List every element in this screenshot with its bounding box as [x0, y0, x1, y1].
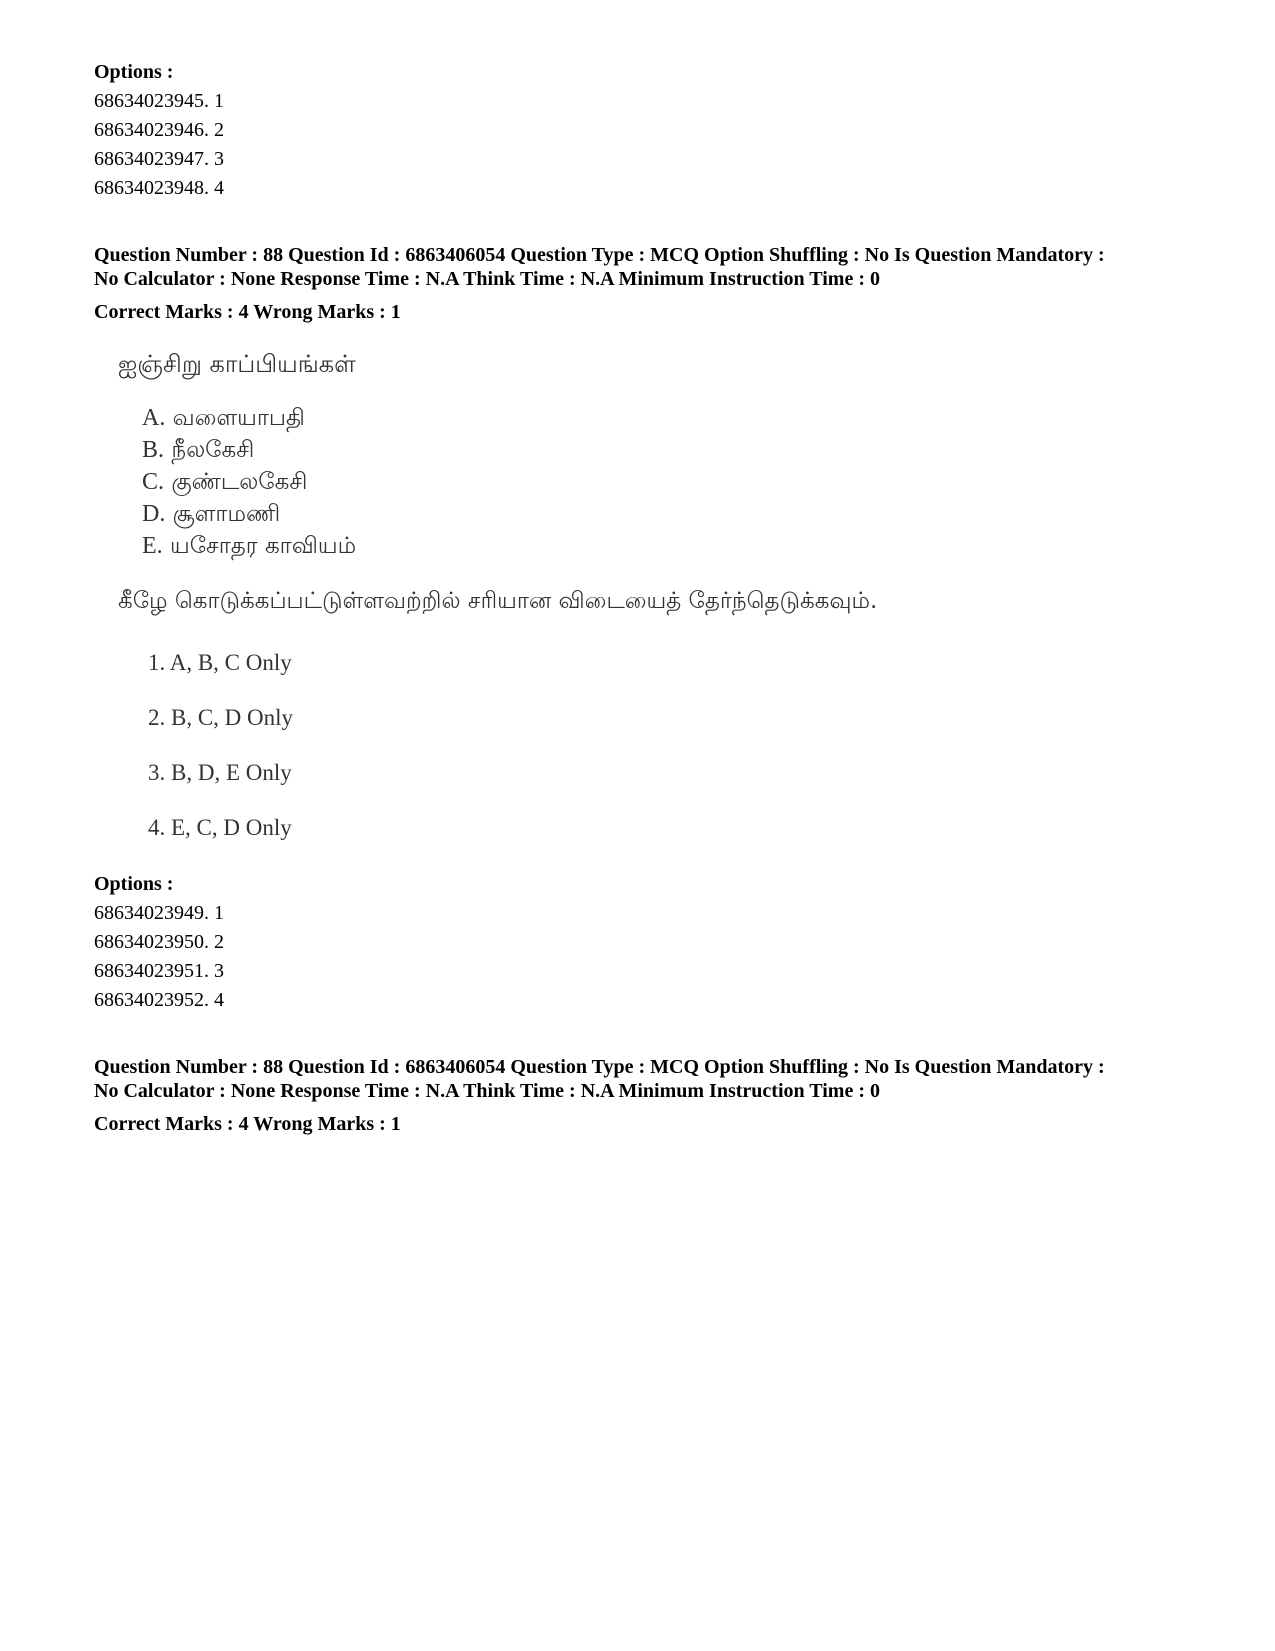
options-heading: Options :	[94, 873, 174, 895]
question-item	[142, 402, 356, 434]
options-block	[94, 870, 224, 1015]
question-item	[142, 498, 356, 530]
question-instruction: கீழே கொடுக்கப்பட்டுள்ளவற்றில் சரியான விடையைத் தேர்ந்தெடுக்கவும்.	[118, 588, 878, 614]
question-item-text: வளையாபதி	[172, 405, 305, 431]
question-stem: ஐஞ்சிறு காப்பியங்கள்	[118, 350, 356, 378]
options-block	[94, 58, 224, 203]
question-item-letter: A.	[142, 405, 166, 431]
question-item	[142, 530, 356, 562]
question-item-text: நீலகேசி	[171, 437, 255, 463]
question-meta	[94, 1055, 1105, 1103]
question-item-text: யசோதர காவியம்	[169, 533, 357, 559]
question-item-letter: D.	[142, 501, 166, 527]
option-item: 68634023951. 3	[94, 960, 224, 982]
question-meta-line: Question Number : 88 Question Id : 6863406054 Question Type : MCQ Option Shuffling : No Is Question Mandatory :	[94, 244, 1105, 266]
question-item-text: சூளாமணி	[172, 501, 281, 527]
answer-choice: 2. B, C, D Only	[148, 705, 294, 730]
question-item	[142, 434, 356, 466]
question-item-letter: E.	[142, 533, 163, 559]
marks-line: Correct Marks : 4 Wrong Marks : 1	[94, 301, 401, 323]
options-heading: Options :	[94, 61, 174, 83]
answer-choice: 3. B, D, E Only	[148, 760, 292, 785]
option-item: 68634023945. 1	[94, 90, 224, 112]
question-meta-line: No Calculator : None Response Time : N.A Think Time : N.A Minimum Instruction Time : 0	[94, 1080, 880, 1102]
marks-line: Correct Marks : 4 Wrong Marks : 1	[94, 1113, 401, 1135]
question-meta	[94, 243, 1105, 291]
question-item-text: குண்டலகேசி	[171, 469, 308, 495]
question-item-letter: B.	[142, 437, 165, 463]
answer-choice-list	[148, 650, 293, 870]
answer-choice: 4. E, C, D Only	[148, 815, 292, 840]
question-meta-line: No Calculator : None Response Time : N.A Think Time : N.A Minimum Instruction Time : 0	[94, 268, 880, 290]
question-item-list	[142, 402, 356, 562]
option-item: 68634023948. 4	[94, 177, 224, 199]
option-item: 68634023950. 2	[94, 931, 224, 953]
question-meta-line: Question Number : 88 Question Id : 6863406054 Question Type : MCQ Option Shuffling : No Is Question Mandatory :	[94, 1056, 1105, 1078]
option-item: 68634023949. 1	[94, 902, 224, 924]
answer-choice: 1. A, B, C Only	[148, 650, 292, 675]
option-item: 68634023947. 3	[94, 148, 224, 170]
option-item: 68634023946. 2	[94, 119, 224, 141]
option-item: 68634023952. 4	[94, 989, 224, 1011]
question-item	[142, 466, 356, 498]
question-image	[94, 340, 1094, 840]
question-item-letter: C.	[142, 469, 165, 495]
